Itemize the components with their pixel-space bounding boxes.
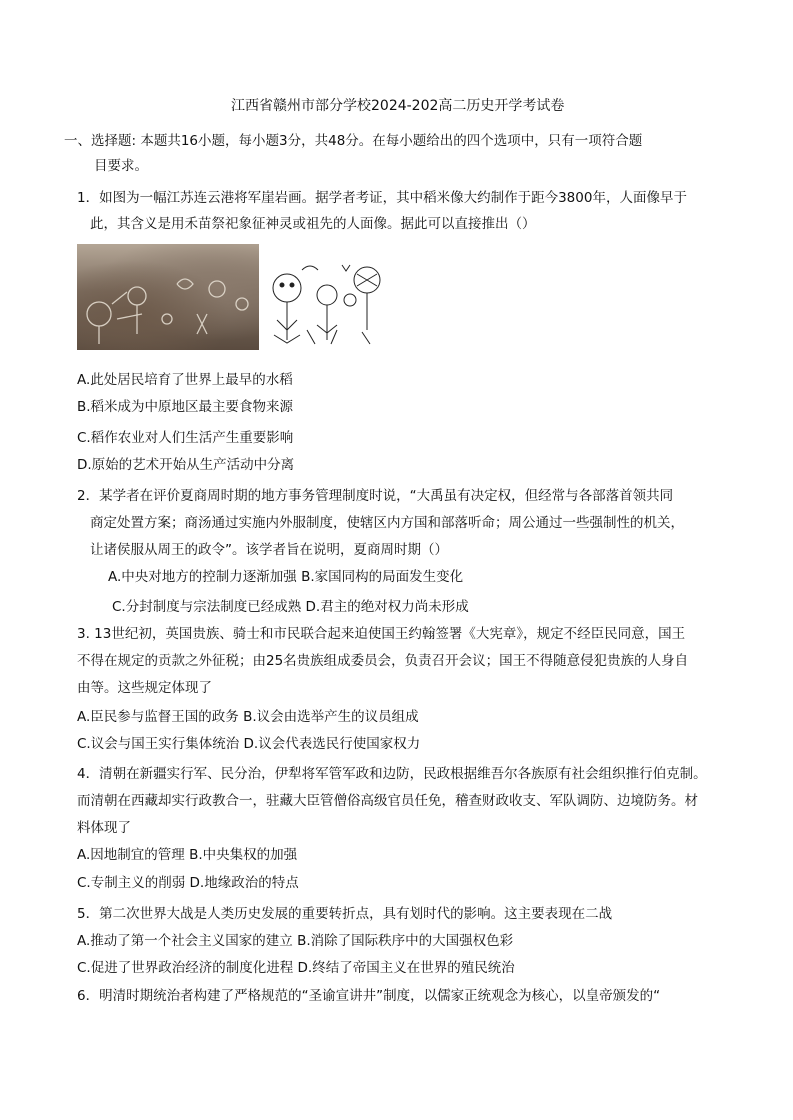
q3-stem-line2: 不得在规定的贡款之外征税；由25名贵族组成委员会，负责召开会议；国王不得随意侵犯贵族的人身自 — [77, 653, 689, 669]
q2-options-row1: A.中央对地方的控制力逐渐加强 B.家国同构的局面发生变化 — [108, 569, 464, 585]
section-heading-line1: 一、选择题: 本题共16小题，每小题3分，共48分。在每小题给出的四个选项中，只有一项符合题 — [64, 133, 643, 149]
q1-option-d: D.原始的艺术开始从生产活动中分离 — [77, 457, 295, 473]
q4-options-row1: A.因地制宜的管理 B.中央集权的加强 — [77, 847, 298, 863]
q5-options-row2: C.促进了世界政治经济的制度化进程 D.终结了帝国主义在世界的殖民统治 — [77, 960, 515, 976]
page-title: 江西省赣州市部分学校2024-202高二历史开学考试卷 — [231, 98, 565, 114]
q1-option-a: A.此处居民培育了世界上最早的水稻 — [77, 372, 293, 388]
q1-option-c: C.稻作农业对人们生活产生重要影响 — [77, 430, 294, 446]
section-heading-line2: 目要求。 — [94, 158, 148, 174]
q2-options-row2: C.分封制度与宗法制度已经成熟 D.君主的绝对权力尚未形成 — [112, 599, 469, 615]
q4-stem-line3: 料体现了 — [77, 820, 131, 836]
q1-stem-line2: 此，其含义是用禾苗祭祀象征神灵或祖先的人面像。据此可以直接推出（） — [90, 216, 536, 232]
q3-stem-line3: 由等。这些规定体现了 — [77, 680, 212, 696]
rock-painting-photo — [77, 244, 259, 350]
q2-stem-line3: 让诸侯服从周王的政令”。该学者旨在说明，夏商周时期（） — [90, 542, 448, 558]
q1-option-b: B.稻米成为中原地区最主要食物来源 — [77, 399, 294, 415]
q2-stem-line2: 商定处置方案；商汤通过实施内外服制度，使辖区内方国和部落听命；周公通过一些强制性的机关， — [90, 515, 684, 531]
q1-stem-line1: 1．如图为一幅江苏连云港将军崖岩画。据学者考证，其中稻米像大约制作于距今3800年，人面像早于 — [77, 190, 687, 206]
q3-options-row2: C.议会与国王实行集体统治 D.议会代表选民行使国家权力 — [77, 736, 421, 752]
q4-stem-line2: 而清朝在西藏却实行政教合一，驻藏大臣管僧俗高级官员任免，稽查财政收支、军队调防、边境防务。材 — [77, 793, 698, 809]
rock-painting-sketch — [262, 260, 387, 352]
q5-stem-line1: 5．第二次世界大战是人类历史发展的重要转折点，具有划时代的影响。这主要表现在二战 — [77, 906, 613, 922]
q2-stem-line1: 2．某学者在评价夏商周时期的地方事务管理制度时说，“大禹虽有决定权，但经常与各部落首领共同 — [77, 488, 674, 504]
q3-stem-line1: 3. 13世纪初，英国贵族、骑士和市民联合起来迫使国王约翰签署《大宪章》，规定不经臣民同意，国王 — [77, 626, 686, 642]
q4-stem-line1: 4．清朝在新疆实行军、民分治，伊犁将军管军政和边防，民政根据维吾尔各族原有社会组织推行伯克制。 — [77, 766, 707, 782]
q5-options-row1: A.推动了第一个社会主义国家的建立 B.消除了国际秩序中的大国强权色彩 — [77, 933, 514, 949]
q3-options-row1: A.臣民参与监督王国的政务 B.议会由选举产生的议员组成 — [77, 709, 419, 725]
q4-options-row2: C.专制主义的削弱 D.地缘政治的特点 — [77, 875, 299, 891]
q6-stem-line1: 6．明清时期统治者构建了严格规范的“圣谕宣讲井”制度，以儒家正统观念为核心，以皇帝颁发的“ — [77, 988, 661, 1004]
